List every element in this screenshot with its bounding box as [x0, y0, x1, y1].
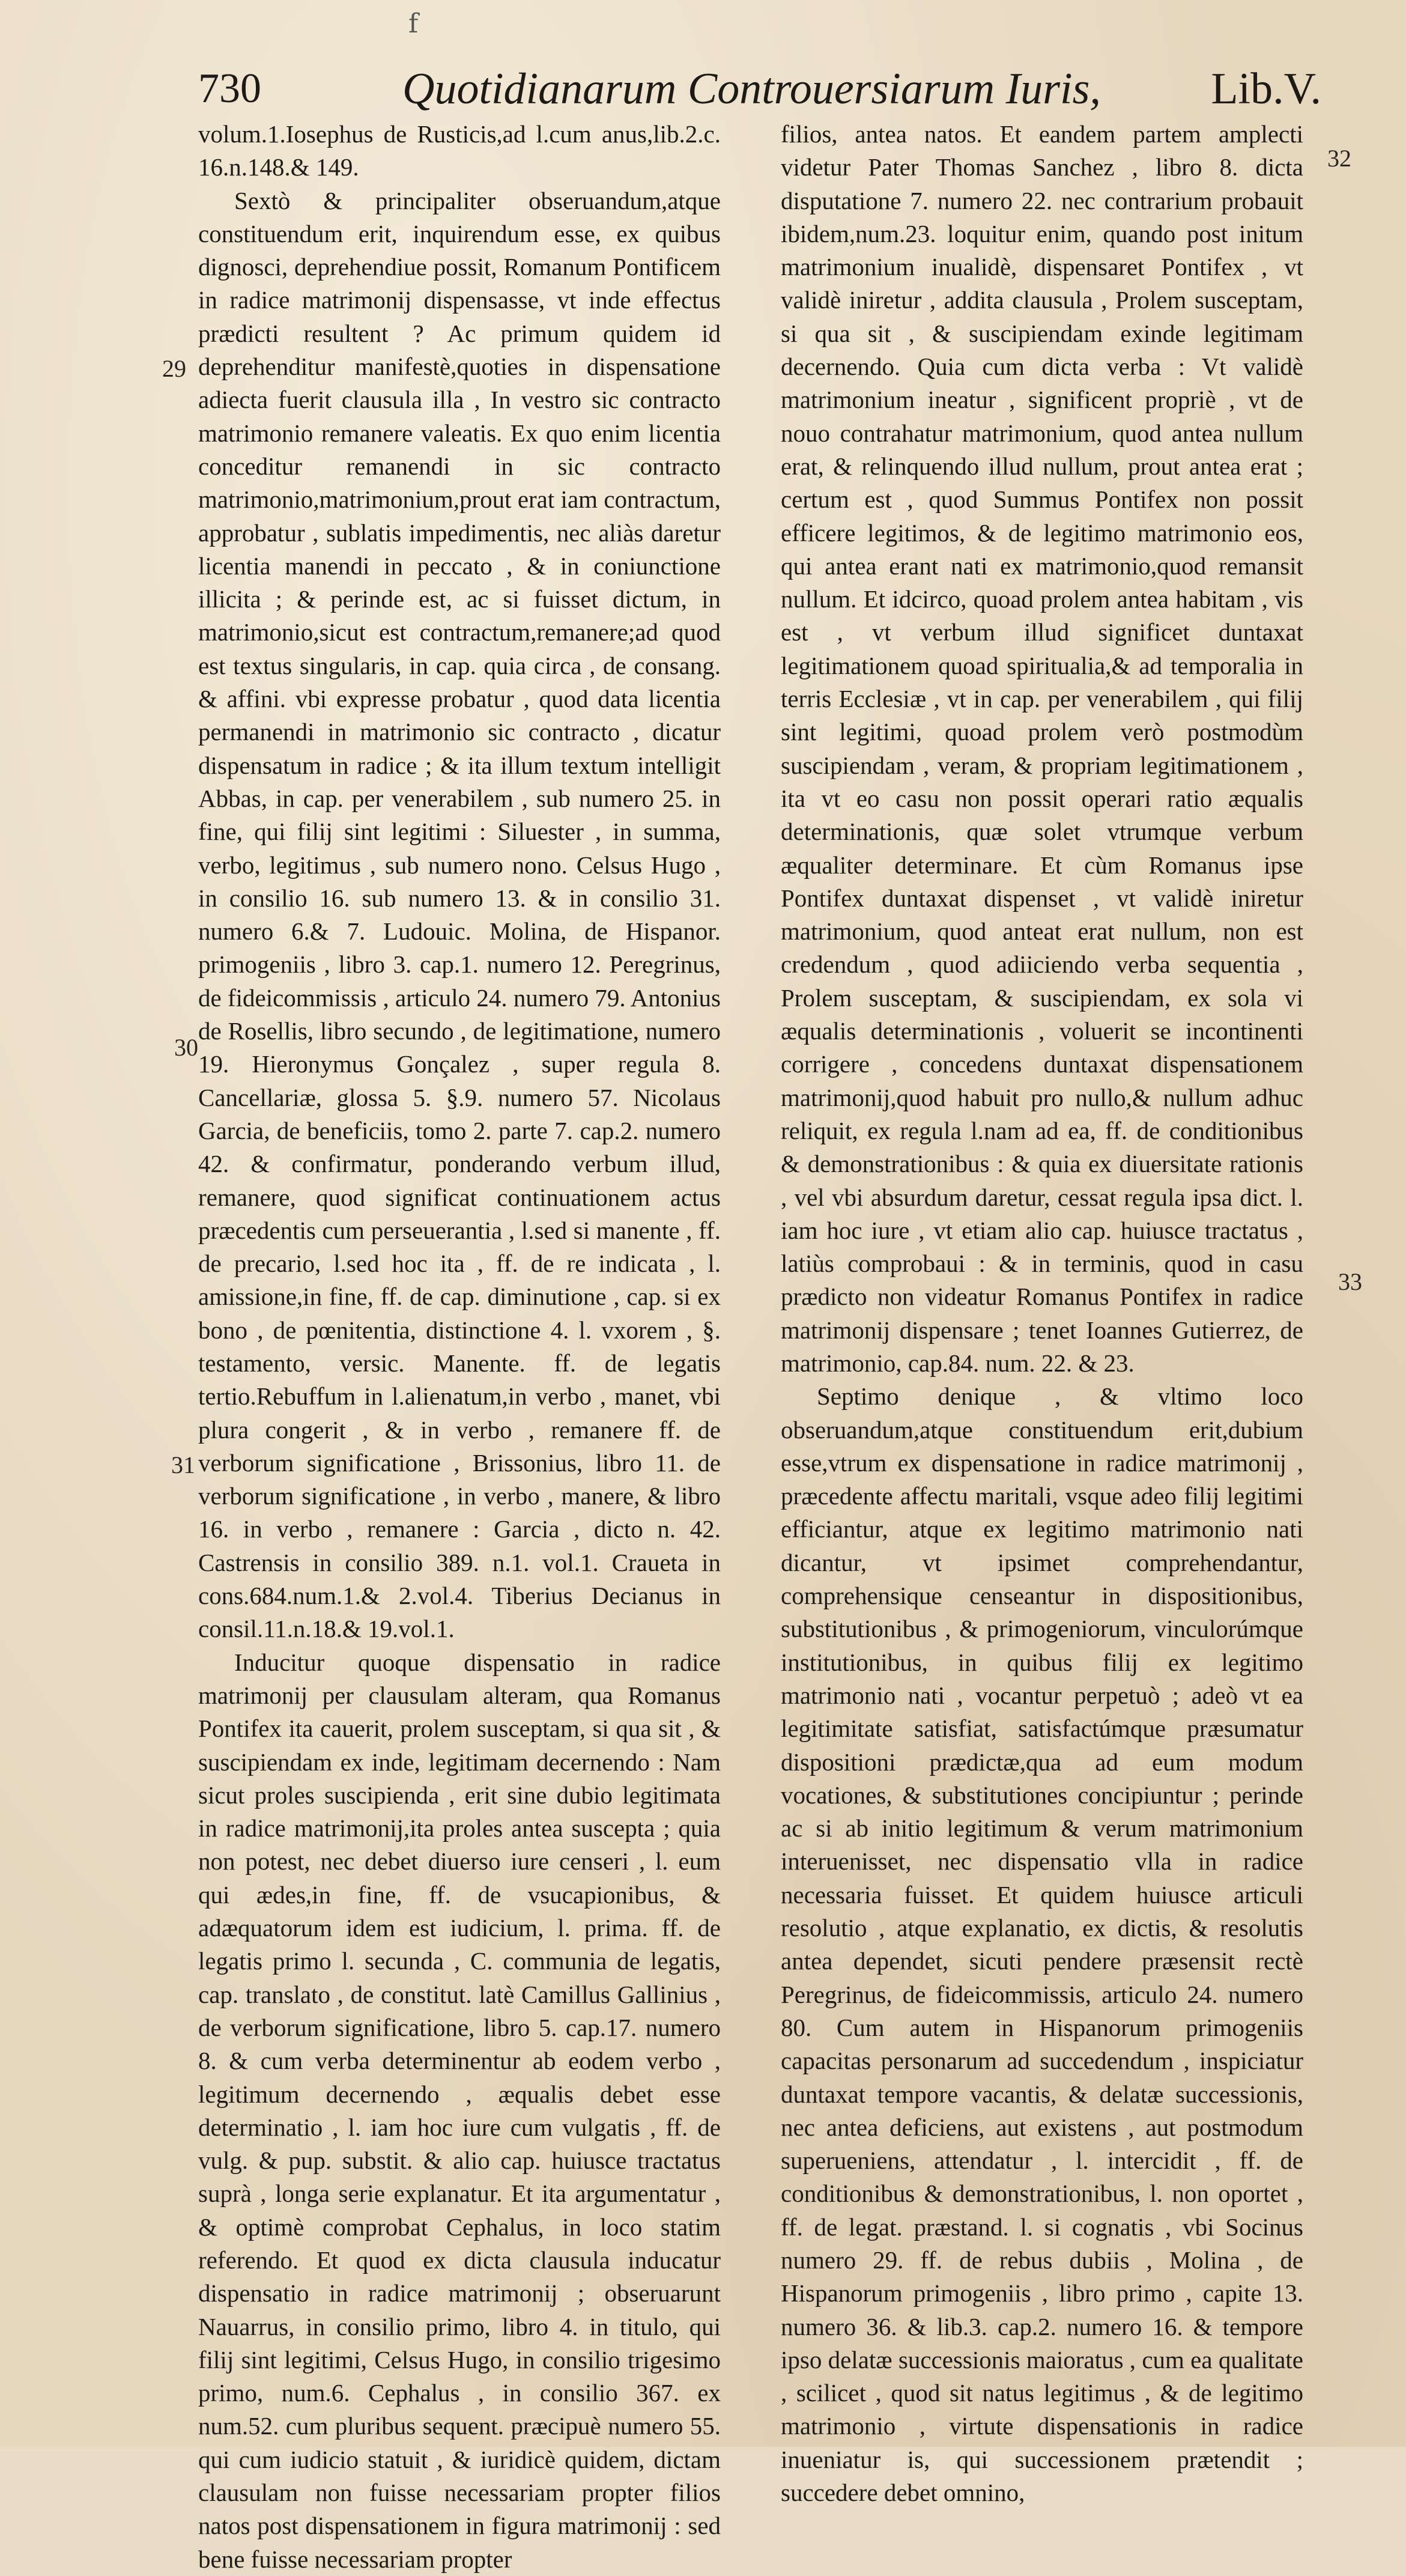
- page-number: 730: [198, 65, 261, 112]
- left-column: [198, 118, 721, 2573]
- running-header: [198, 60, 1321, 118]
- left-paragraph-2: Sextò & principaliter obseruandum,atque constituendum erit, inquirendum esse, ex quibus dignosci, deprehendiue possit, Romanum Pontificem in radice matrimonij dispensasse, vt inde effectus prædicti resultent ? Ac primum quidem id deprehenditur manifestè,quoties in dispensatione adiecta fuerit clausula illa , In vestro sic contracto matrimonio remanere valeatis. Ex quo enim licentia conceditur remanendi in sic contracto matrimonio,matrimonium,prout erat iam contractum, approbatur , sublatis impedimentis, nec aliàs daretur licentia manendi in peccato , & in coniunctione illicita ; & perinde est, ac si fuisset dictum, in matrimonio,sicut est contractum,remanere;ad quod est textus singularis, in cap. quia circa , de consang. & affini. vbi expresse probatur , quod data licentia permanendi in matrimonio sic contracto , dicatur dispensatum in radice ; & ita illum textum intelligit Abbas, in cap. per venerabilem , sub numero 25. in fine, qui filij sint legitimi : Siluester , in summa, verbo, legitimus , sub numero nono. Celsus Hugo , in consilio 16. sub numero 13. & in consilio 31. numero 6.& 7. Ludouic. Molina, de Hispanor. primogeniis , libro 3. cap.1. numero 12. Peregrinus, de fideicommissis , articulo 24. numero 79. Antonius de Rosellis, libro secundo , de legitimatione, numero 19. Hieronymus Gonçalez , super regula 8. Cancellariæ, glossa 5. §.9. numero 57. Nicolaus Garcia, de beneficiis, tomo 2. parte 7. cap.2. numero 42. & confirmatur, ponderando verbum illud, remanere, quod significat continuationem actus præcedentis cum perseuerantia , l.sed si manente , ff. de precario, l.sed hoc ita , ff. de re indicata , l. amissione,in fine, ff. de cap. diminutione , cap. si ex bono , de pœnitentia, distinctione 4. l. vxorem , §. testamento, versic. Manente. ff. de legatis tertio.Rebuffum in l.alienatum,in verbo , manet, vbi plura congerit , & in verbo , remanere ff. de verborum significatione , Brissonius, libro 11. de verborum significatione , in verbo , manere, & libro 16. in verbo , remanere : Garcia , dicto n. 42. Castrensis in consilio 389. n.1. vol.1. Craueta in cons.684.num.1.& 2.vol.4. Tiberius Decianus in consil.11.n.18.& 19.vol.1.: [198, 186, 721, 1643]
- margin-number-33: 33: [1338, 1268, 1362, 1295]
- book-number: Lib.V.: [1211, 64, 1321, 114]
- left-paragraph-1: volum.1.Iosephus de Rusticis,ad l.cum anus,lib.2.c. 16.n.148.& 149.: [198, 120, 721, 181]
- margin-number-30: 30: [174, 1034, 198, 1061]
- margin-number-29: 29: [162, 355, 186, 382]
- right-paragraph-1: filios, antea natos. Et eandem partem amplecti videtur Pater Thomas Sanchez , libro 8. dicta disputatione 7. numero 22. nec contrarium probauit ibidem,num.23. loquitur enim, quando post initum matrimonium inualidè, dispensaret Pontifex , vt validè iniretur , addita clausula , Prolem susceptam, si qua sit , & suscipiendam exinde legitimam decernendo. Quia cum dicta verba : Vt validè matrimonium ineatur , significent propriè , vt de nouo contrahatur matrimonium, quod antea nullum erat, & relinquendo illud nullum, prout antea erat ; certum est , quod Summus Pontifex non possit efficere legitimos, & de legitimo matrimonio eos, qui antea erant nati ex matrimonio,quod remansit nullum. Et idcirco, quoad prolem antea habitam , vis est , vt verbum illud significet duntaxat legitimationem quoad spiritualia,& ad temporalia in terris Ecclesiæ , vt in cap. per venerabilem , qui filij sint legitimi, quoad prolem verò postmodùm suscipiendam , veram, & propriam legitimationem , ita vt eo casu non possit operari ratio æqualis determinationis, quæ solet vtrumque verbum æqualiter determinare. Et cùm Romanus ipse Pontifex duntaxat dispenset , vt validè iniretur matrimonium, quod anteat erat nullum, non est credendum , quod adiiciendo verba sequentia , Prolem susceptam, & suscipiendam, ex sola vi æqualis determinationis , voluerit se incontinenti corrigere , concedens duntaxat dispensationem matrimonij,quod habuit pro nullo,& nullum adhuc reliquit, ex regula l.nam ad ea, ff. de conditionibus & demonstrationibus : & quia ex diuersitate rationis , vel vbi absurdum daretur, cessat regula ipsa dict. l. iam hoc iure , vt etiam alio cap. huiusce tractatus , latiùs comprobaui : & in terminis, quod in casu prædicto non videatur Romanus Pontifex in radice matrimonij dispensare ; tenet Ioannes Gutierrez, de matrimonio, cap.84. num. 22. & 23.: [781, 120, 1303, 1377]
- top-mark: f: [408, 8, 419, 39]
- margin-number-31: 31: [171, 1451, 195, 1478]
- right-column: [781, 118, 1303, 2507]
- margin-number-32: 32: [1327, 145, 1351, 172]
- running-title: Quotidianarum Controuersiarum Iuris,: [402, 64, 1101, 114]
- left-paragraph-3: Inducitur quoque dispensatio in radice matrimonij per clausulam alteram, qua Romanus Pontifex ita cauerit, prolem susceptam, si qua sit , & suscipiendam ex inde, legitimam decernendo : Nam sicut proles suscipienda , erit sine dubio legitimata in radice matrimonij,ita proles antea suscepta ; quia non potest, nec debet diuerso iure censeri , l. eum qui ædes,in fine, ff. de vsucapionibus, & adæquatorum idem est iudicium, l. prima. ff. de legatis primo l. secunda , C. communia de legatis, cap. translato , de constitut. latè Camillus Gallinius , de verborum significatione, libro 5. cap.17. numero 8. & cum verba determinentur ab eodem verbo , legitimum decernendo , æqualis debet esse determinatio , l. iam hoc iure cum vulgatis , ff. de vulg. & pup. substit. & alio cap. huiusce tractatus suprà , longa serie explanatur. Et ita argumentatur , & optimè comprobat Cephalus, in loco statim referendo. Et quod ex dicta clausula inducatur dispensatio in radice matrimonij ; obseruarunt Nauarrus, in consilio primo, libro 4. in titulo, qui filij sint legitimi, Celsus Hugo, in consilio trigesimo primo, num.6. Cephalus , in consilio 367. ex num.52. cum pluribus sequent. præcipuè numero 55. qui cum iudicio statuit , & iuridicè quidem, dictam clausulam non fuisse necessariam propter filios natos post dispensationem in figura matrimonij : sed bene fuisse necessariam propter: [198, 1648, 721, 2573]
- right-paragraph-2: Septimo denique , & vltimo loco obseruandum,atque constituendum erit,dubium esse,vtrum ex dispensatione in radice matrimonij , præcedente affectu maritali, vsque adeo filij legitimi efficiantur, atque ex legitimo matrimonio nati dicantur, vt ipsimet comprehendantur, comprehensique censeantur in dispositionibus, substitutionibus , & primogeniorum, vinculorúmque institutionibus, in quibus filij ex legitimo matrimonio nati , vocantur perpetuò ; adeò vt ea legitimitate satisfiat, satisfactúmque præsumatur dispositioni prædictæ,qua ad eum modum vocationes, & substitutiones concipiuntur ; perinde ac si ab initio legitimum & verum matrimonium interuenisset, nec dispensatio vlla in radice necessaria fuisset. Et quidem huiusce articuli resolutio , atque explanatio, ex dictis, & resolutis antea dependet, sicuti pendere præsensit rectè Peregrinus, de fideicommissis, articulo 24. numero 80. Cum autem in Hispanorum primogeniis capacitas personarum ad succedendum , inspiciatur duntaxat tempore vacantis, & delatæ successionis, nec antea deficiens, aut existens , aut postmodum superueniens, attendatur , l. intercidit , ff. de conditionibus & demonstrationibus, l. non oportet , ff. de legat. præstand. l. si cognatis , vbi Socinus numero 29. ff. de rebus dubiis , Molina , de Hispanorum primogeniis , libro primo , capite 13. numero 36. & lib.3. cap.2. numero 16. & tempore ipso delatæ successionis maioratus , cum ea qualitate , scilicet , quod sit natus legitimus , & de legitimo matrimonio , virtute dispensationis in radice inueniatur is, qui successionem prætendit ; succedere debet omnino,: [781, 1382, 1303, 2507]
